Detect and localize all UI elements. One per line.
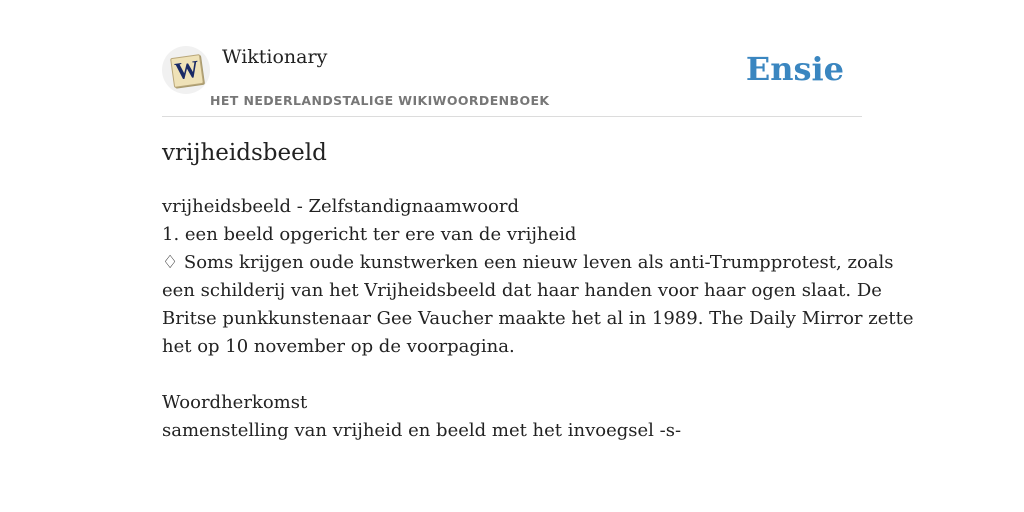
example-line: ♢ Soms krijgen oude kunstwerken een nieuw leven als anti-Trumpprotest, zoals xyxy=(162,252,894,273)
entry-content xyxy=(162,193,914,445)
example-line: het op 10 november op de voorpagina. xyxy=(162,336,515,357)
site-subtitle: HET NEDERLANDSTALIGE WIKIWOORDENBOEK xyxy=(210,93,550,108)
etymology-heading: Woordherkomst xyxy=(162,392,308,413)
example-line: Britse punkkunstenaar Gee Vaucher maakte het al in 1989. The Daily Mirror zette xyxy=(162,308,914,329)
site-name[interactable]: Wiktionary xyxy=(222,46,328,68)
definition: 1. een beeld opgericht ter ere van de vrijheid xyxy=(162,224,577,245)
example-line: een schilderij van het Vrijheidsbeeld dat haar handen voor haar ogen slaat. De xyxy=(162,280,882,301)
headword-line: vrijheidsbeeld - Zelfstandignaamwoord xyxy=(162,196,520,217)
ensie-logo[interactable]: Ensie xyxy=(745,50,844,88)
site-header xyxy=(162,44,862,117)
etymology-text: samenstelling van vrijheid en beeld met het invoegsel -s- xyxy=(162,420,682,441)
wiktionary-logo-icon: W xyxy=(170,54,204,88)
wiktionary-logo[interactable] xyxy=(162,46,210,94)
spacer xyxy=(162,361,862,389)
page-title: vrijheidsbeeld xyxy=(162,140,327,166)
